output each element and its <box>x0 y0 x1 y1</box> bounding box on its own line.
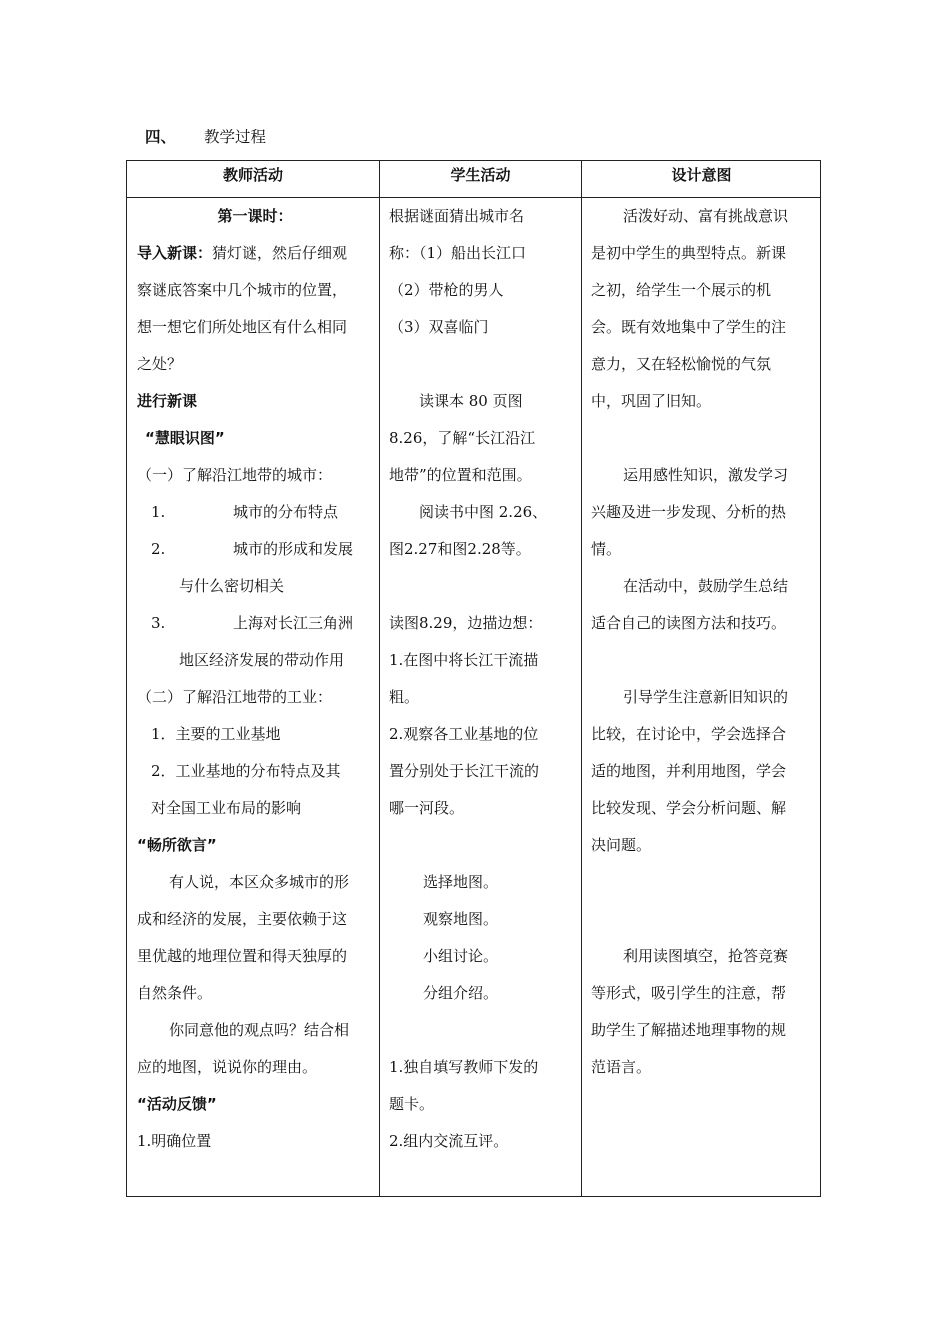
paragraph-line: 成和经济的发展，主要依赖于这 <box>137 910 348 928</box>
intent-line: 会。既有效地集中了学生的注 <box>591 318 787 336</box>
list-item-continued: 与什么密切相关 <box>179 577 285 595</box>
intent-line: 运用感性知识，激发学习 <box>623 466 789 484</box>
step-line: 分组介绍。 <box>423 984 499 1002</box>
header-student-activity: 学生活动 <box>450 166 511 184</box>
read-line: 8.26，了解“长江沿江 <box>389 429 536 447</box>
intent-line: 活泼好动、富有挑战意识 <box>623 207 789 225</box>
read-line: 读课本 80 页图 <box>419 392 523 410</box>
design-intent-cell <box>591 198 817 1086</box>
subheading-cities: （一）了解沿江地带的城市： <box>137 466 333 484</box>
header-teacher-activity: 教师活动 <box>222 166 283 184</box>
list-item: 2. 城市的形成和发展 <box>151 540 354 558</box>
intent-line: 比较，在讨论中，学会选择合 <box>591 725 787 743</box>
list-item: 2．工业基地的分布特点及其 <box>151 762 341 780</box>
read-line: 地带”的位置和范围。 <box>389 466 532 484</box>
teacher-activity-cell <box>137 198 373 1160</box>
intent-line: 情。 <box>591 540 622 558</box>
intro-text: 猜灯谜，然后仔细观 <box>212 244 348 262</box>
subheading-industry: （二）了解沿江地带的工业： <box>137 688 333 706</box>
step-line: 小组讨论。 <box>423 947 499 965</box>
list-item-continued: 地区经济发展的带动作用 <box>179 651 345 669</box>
draw-line: 2.观察各工业基地的位 <box>389 725 539 743</box>
riddle-line: （2）带枪的男人 <box>389 281 504 299</box>
student-activity-cell <box>389 198 575 1160</box>
intro-line: 想一想它们所处地区有什么相同 <box>137 318 348 336</box>
list-item: 3. 上海对长江三角洲 <box>151 614 354 632</box>
intent-line: 引导学生注意新旧知识的 <box>623 688 789 706</box>
step-line: 观察地图。 <box>423 910 499 928</box>
fill-line: 1.独自填写教师下发的 <box>389 1058 539 1076</box>
paragraph-line: 你同意他的观点吗？结合相 <box>169 1021 350 1039</box>
intent-line: 是初中学生的典型特点。新课 <box>591 244 787 262</box>
paragraph-line: 自然条件。 <box>137 984 213 1002</box>
intro-label: 导入新课： <box>137 244 213 262</box>
intent-line: 范语言。 <box>591 1058 652 1076</box>
fill-line: 2.组内交流互评。 <box>389 1132 509 1150</box>
draw-line: 1.在图中将长江干流描 <box>389 651 539 669</box>
paragraph-line: 里优越的地理位置和得天独厚的 <box>137 947 348 965</box>
column-divider <box>581 161 582 1196</box>
intent-line: 在活动中，鼓励学生总结 <box>623 577 789 595</box>
intent-line: 比较发现、学会分析问题、解 <box>591 799 787 817</box>
header-design-intent: 设计意图 <box>671 166 732 184</box>
draw-line: 哪一河段。 <box>389 799 465 817</box>
intent-line: 等形式，吸引学生的注意，帮 <box>591 984 787 1002</box>
intent-line: 助学生了解描述地理事物的规 <box>591 1021 787 1039</box>
read-line: 阅读书中图 2.26、 <box>419 503 548 521</box>
read-line: 图2.27和图2.28等。 <box>389 540 531 558</box>
intent-line: 适合自己的读图方法和技巧。 <box>591 614 787 632</box>
intent-line: 兴趣及进一步发现、分析的热 <box>591 503 787 521</box>
feedback-item: 1.明确位置 <box>137 1132 212 1150</box>
new-lesson-heading: 进行新课 <box>137 392 198 410</box>
part2-title: “畅所欲言” <box>137 836 217 854</box>
section-number: 四、 <box>145 128 177 146</box>
list-item: 1．主要的工业基地 <box>151 725 281 743</box>
riddle-line: （3）双喜临门 <box>389 318 489 336</box>
part1-title: “慧眼识图” <box>145 429 225 447</box>
part3-title: “活动反馈” <box>137 1095 217 1113</box>
column-divider <box>379 161 380 1196</box>
list-item: 1. 城市的分布特点 <box>151 503 339 521</box>
riddle-line: 称：（1）船出长江口 <box>389 244 527 262</box>
draw-line: 粗。 <box>389 688 420 706</box>
teaching-process-table <box>126 160 821 1197</box>
riddle-line: 根据谜面猜出城市名 <box>389 207 525 225</box>
intent-line: 适的地图，并利用地图，学会 <box>591 762 787 780</box>
intent-line: 之初，给学生一个展示的机 <box>591 281 772 299</box>
paragraph-line: 应的地图，说说你的理由。 <box>137 1058 318 1076</box>
section-heading <box>145 126 266 148</box>
intro-line: 之处？ <box>137 355 183 373</box>
first-lesson-label: 第一课时： <box>217 207 293 225</box>
intro-line <box>137 235 373 272</box>
intent-line: 中，巩固了旧知。 <box>591 392 712 410</box>
intent-line: 利用读图填空，抢答竞赛 <box>623 947 789 965</box>
section-title: 教学过程 <box>204 128 267 146</box>
step-line: 选择地图。 <box>423 873 499 891</box>
fill-line: 题卡。 <box>389 1095 435 1113</box>
intro-line: 察谜底答案中几个城市的位置， <box>137 281 348 299</box>
intent-line: 决问题。 <box>591 836 652 854</box>
draw-line: 读图8.29，边描边想： <box>389 614 543 632</box>
paragraph-line: 有人说，本区众多城市的形 <box>169 873 350 891</box>
intent-line: 意力，又在轻松愉悦的气氛 <box>591 355 772 373</box>
list-item-continued: 对全国工业布局的影响 <box>151 799 302 817</box>
draw-line: 置分别处于长江干流的 <box>389 762 540 780</box>
